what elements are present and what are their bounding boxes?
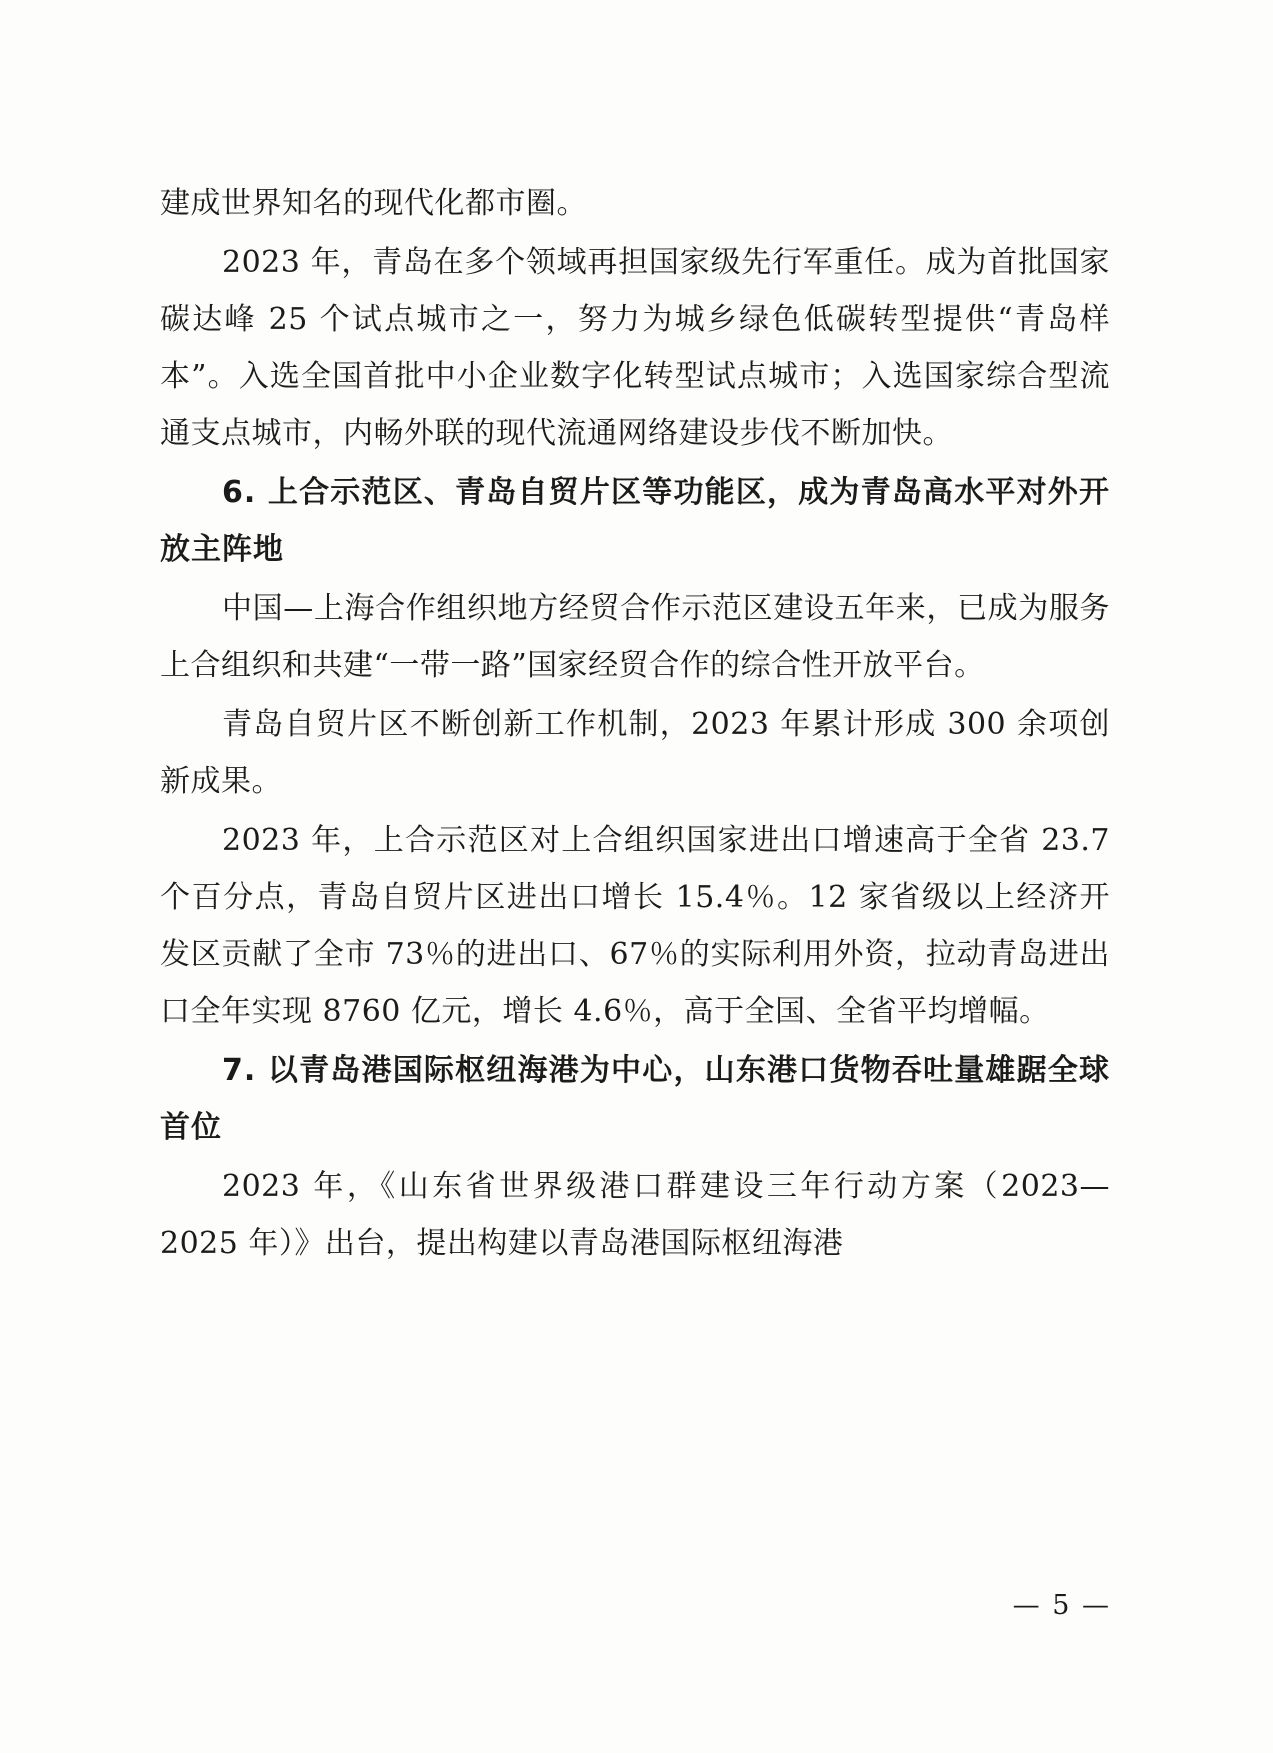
page-content [160,175,1110,1274]
paragraph-2: 2023 年，青岛在多个领域再担国家级先行军重任。成为首批国家碳达峰 25 个试点城市之一，努力为城乡绿色低碳转型提供“青岛样本”。入选全国首批中小企业数字化转型试点城市；入选国家综合型流通支点城市，内畅外联的现代流通网络建设步伐不断加快。 [160,245,1110,451]
paragraph-4: 青岛自贸片区不断创新工作机制，2023 年累计形成 300 余项创新成果。 [160,707,1110,799]
paragraph-5: 2023 年，上合示范区对上合组织国家进出口增速高于全省 23.7 个百分点，青岛自贸片区进出口增长 15.4％。12 家省级以上经济开发区贡献了全市 73％的进出口、67％的实际利用外资，拉动青岛进出口全年实现 8760 亿元，增长 4.6％，高于全国、全省平均增幅。 [160,823,1110,1029]
paragraph-6: 2023 年，《山东省世界级港口群建设三年行动方案（2023—2025 年）》出台，提出构建以青岛港国际枢纽海港 [160,1169,1110,1261]
paragraph-3: 中国—上海合作组织地方经贸合作示范区建设五年来，已成为服务上合组织和共建“一带一路”国家经贸合作的综合性开放平台。 [160,591,1110,683]
paragraph-1: 建成世界知名的现代化都市圈。 [160,186,587,221]
section-heading-6: 6. 上合示范区、青岛自贸片区等功能区，成为青岛高水平对外开放主阵地 [160,475,1110,567]
section-heading-7: 7. 以青岛港国际枢纽海港为中心，山东港口货物吞吐量雄踞全球首位 [160,1053,1110,1145]
page-number: — 5 — [1012,1590,1111,1621]
